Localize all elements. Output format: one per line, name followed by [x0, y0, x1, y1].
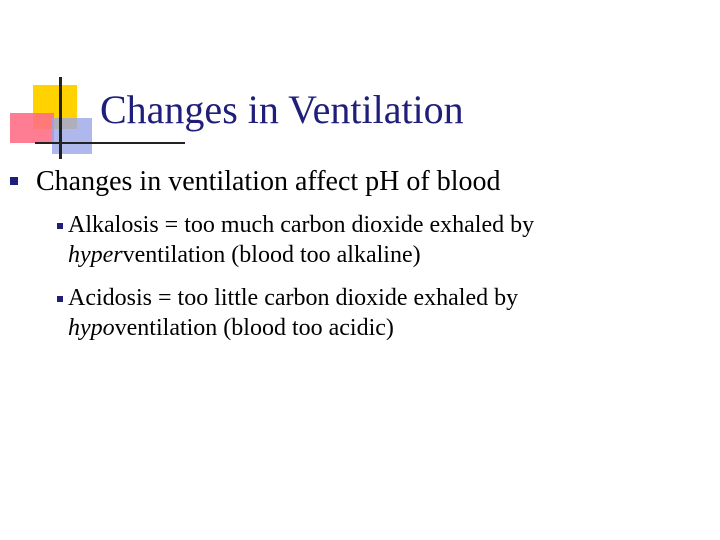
sub-bullet-text: [68, 283, 518, 343]
bullet-text: Changes in ventilation affect pH of blood: [36, 166, 501, 197]
sub-bullet-line2: ventilation (blood too acidic): [114, 315, 394, 341]
square-bullet-icon: [57, 223, 63, 229]
sub-bullet-italic-prefix: hypo: [68, 315, 115, 341]
sub-bullet-italic-prefix: hyper: [68, 242, 123, 268]
square-bullet-icon: [57, 296, 63, 302]
square-bullet-icon: [10, 177, 18, 185]
sub-bullet-line2: ventilation (blood too alkaline): [122, 242, 421, 268]
sub-bullet-line1: Alkalosis = too much carbon dioxide exhaled by: [68, 212, 535, 238]
sub-bullet-text: [68, 210, 534, 270]
slide-title: Changes in Ventilation: [100, 87, 464, 132]
sub-bullet-line1: Acidosis = too little carbon dioxide exhaled by: [68, 285, 519, 311]
